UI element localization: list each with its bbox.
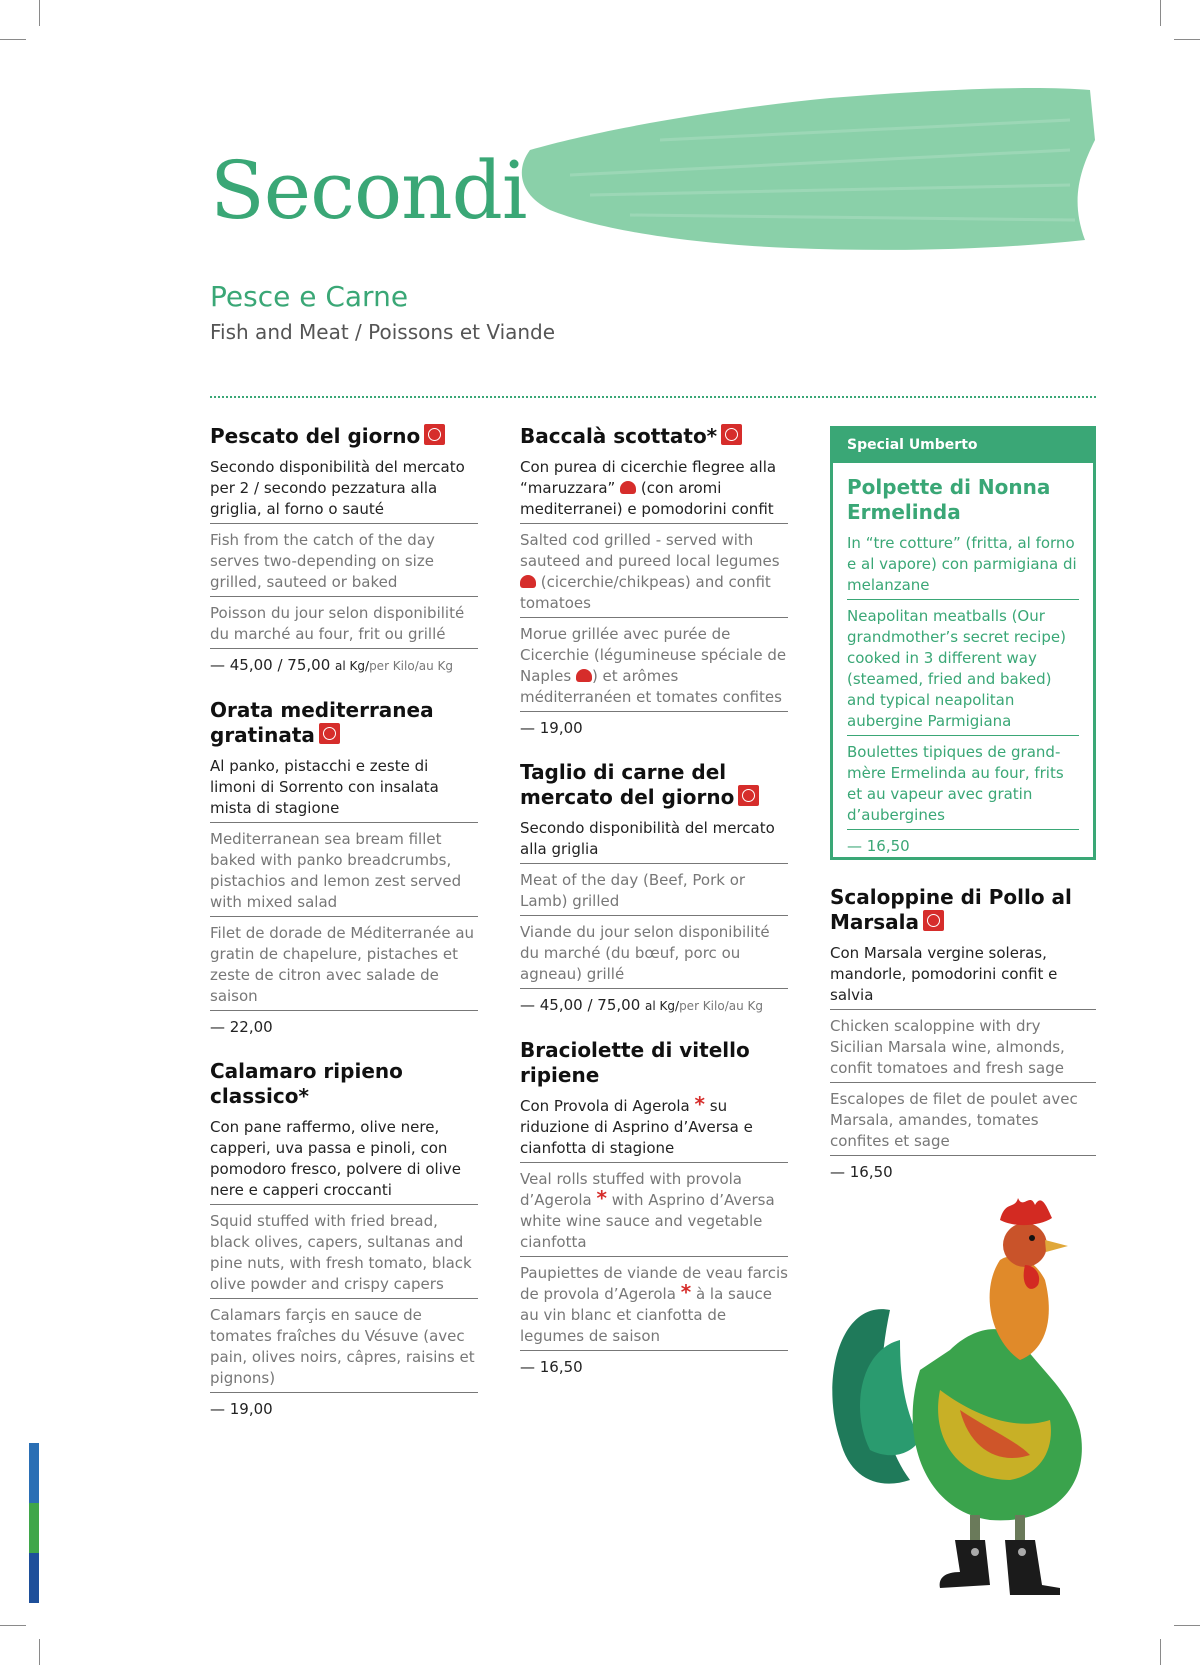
description-fr: Morue grillée avec purée de Cicerchie (légumineuse spéciale de Naples ) et arômes méditerranéen et tomates confites xyxy=(520,624,788,712)
asterisk-icon: * xyxy=(694,1092,705,1116)
description-it: Con purea di cicerchie flegree alla “maruzzara” (con aromi mediterranei) e pomodorini confit xyxy=(520,457,788,524)
price: — 16,50 xyxy=(847,837,910,855)
bleed-image-strip xyxy=(29,1443,39,1603)
crop-mark xyxy=(1174,39,1200,40)
description-it: Al panko, pistacchi e zeste di limoni di Sorrento con insalata mista di stagione xyxy=(210,756,478,823)
price: — 16,50 xyxy=(520,1358,583,1376)
snail-icon xyxy=(620,481,636,494)
green-brush-stroke xyxy=(510,80,1100,260)
description-en: Chicken scaloppine with dry Sicilian Marsala wine, almonds, confit tomatoes and fresh sage xyxy=(830,1016,1096,1083)
description-it: Con Marsala vergine soleras, mandorle, pomodorini confit e salvia xyxy=(830,943,1096,1010)
description-fr: Boulettes tipiques de grand-mère Ermelinda au four, frits et au vapeur avec gratin d’aubergines xyxy=(847,742,1079,830)
description-fr: Paupiettes de viande de veau farcis de provola d’Agerola * à la sauce au vin blanc et cianfotta de legumes de saison xyxy=(520,1263,788,1351)
dish-name: Orata mediterranea gratinata xyxy=(210,698,434,747)
price: — 19,00 xyxy=(210,1400,273,1418)
special-label: Special Umberto xyxy=(833,429,1093,463)
quality-seal-icon xyxy=(923,910,944,931)
quality-seal-icon xyxy=(319,723,340,744)
dish-calamaro xyxy=(210,1059,478,1419)
dish-name: Scaloppine di Pollo al Marsala xyxy=(830,885,1072,934)
description-it: In “tre cotture” (fritta, al forno e al vapore) con parmigiana di melanzane xyxy=(847,533,1079,600)
description-en: Mediterranean sea bream fillet baked with panko breadcrumbs, pistachios and lemon zest served with mixed salad xyxy=(210,829,478,917)
crop-mark xyxy=(0,39,26,40)
section-title: Pesce e Carne xyxy=(210,280,409,313)
snail-icon xyxy=(576,669,592,682)
description-fr: Viande du jour selon disponibilité du marché (du bœuf, porc ou agneau) grillé xyxy=(520,922,788,989)
dish-scaloppine xyxy=(830,885,1096,1182)
menu-column-3 xyxy=(830,885,1096,1204)
crop-mark xyxy=(1174,1625,1200,1626)
description-en: Salted cod grilled - served with sauteed and pureed local legumes (cicerchie/chikpeas) and confit tomatoes xyxy=(520,530,788,618)
dish-name: Taglio di carne del mercato del giorno xyxy=(520,760,788,810)
dish-pescato xyxy=(210,424,478,676)
price: — 19,00 xyxy=(520,719,583,737)
dotted-divider xyxy=(210,396,1096,398)
special-umberto-box xyxy=(830,426,1096,860)
dish-name: Pescato del giorno xyxy=(210,424,478,449)
quality-seal-icon xyxy=(424,424,445,445)
description-fr: Escalopes de filet de poulet avec Marsala, amandes, tomates confites et sage xyxy=(830,1089,1096,1156)
description-en: Fish from the catch of the day serves two-depending on size grilled, sauteed or baked xyxy=(210,530,478,597)
description-en: Neapolitan meatballs (Our grandmother’s secret recipe) cooked in 3 different way (steamed, fried and baked) and typical neapolitan aubergine Parmigiana xyxy=(847,606,1079,736)
description-fr: Poisson du jour selon disponibilité du marché au four, frit ou grillé xyxy=(210,603,478,649)
crop-mark xyxy=(1160,1639,1161,1665)
crop-mark xyxy=(0,1625,26,1626)
special-body xyxy=(833,463,1093,856)
dish-name: Baccalà scottato* xyxy=(520,424,788,449)
asterisk-icon: * xyxy=(680,1280,692,1304)
dish-name: Braciolette di vitello ripiene xyxy=(520,1038,750,1087)
description-fr: Calamars farçis en sauce de tomates fraîches du Vésuve (avec pain, olives noirs, câpres, raisins et pignons) xyxy=(210,1305,478,1393)
asterisk-icon: * xyxy=(596,1186,607,1210)
dish-name: Polpette di Nonna Ermelinda xyxy=(847,475,1051,524)
rooster-illustration xyxy=(820,1180,1120,1600)
price: — 16,50 xyxy=(830,1163,893,1181)
price: — 22,00 xyxy=(210,1018,273,1036)
crop-mark xyxy=(39,0,40,26)
description-en: Veal rolls stuffed with provola d’Agerola * with Asprino d’Aversa white wine sauce and vegetable cianfotta xyxy=(520,1169,788,1257)
description-it: Con pane raffermo, olive nere, capperi, uva passa e pinoli, con pomodoro fresco, polvere di olive nere e capperi croccanti xyxy=(210,1117,478,1205)
menu-column-2 xyxy=(520,424,788,1399)
dish-name: Calamaro ripieno classico* xyxy=(210,1059,403,1108)
description-en: Meat of the day (Beef, Pork or Lamb) grilled xyxy=(520,870,788,916)
description-it: Secondo disponibilità del mercato per 2 / secondo pezzatura alla griglia, al forno o sauté xyxy=(210,457,478,524)
description-fr: Filet de dorade de Méditerranée au gratin de chapelure, pistaches et zeste de citron avec salade de saison xyxy=(210,923,478,1011)
quality-seal-icon xyxy=(738,785,759,806)
crop-mark xyxy=(1160,0,1161,26)
quality-seal-icon xyxy=(721,424,742,445)
crop-mark xyxy=(39,1639,40,1665)
description-it: Secondo disponibilità del mercato alla griglia xyxy=(520,818,788,864)
price: — 45,00 / 75,00 al Kg/per Kilo/au Kg xyxy=(520,996,763,1014)
page-title: Secondi xyxy=(210,144,527,237)
dish-braciolette xyxy=(520,1038,788,1377)
description-it: Con Provola di Agerola * su riduzione di Asprino d’Aversa e cianfotta di stagione xyxy=(520,1096,788,1163)
dish-orata xyxy=(210,698,478,1037)
snail-icon xyxy=(520,575,536,588)
section-translation: Fish and Meat / Poissons et Viande xyxy=(210,320,556,344)
description-en: Squid stuffed with fried bread, black olives, capers, sultanas and pine nuts, with fresh tomato, black olive powder and crispy capers xyxy=(210,1211,478,1299)
menu-column-1 xyxy=(210,424,478,1441)
dish-baccala xyxy=(520,424,788,738)
dish-taglio xyxy=(520,760,788,1016)
price: — 45,00 / 75,00 al Kg/per Kilo/au Kg xyxy=(210,656,453,674)
